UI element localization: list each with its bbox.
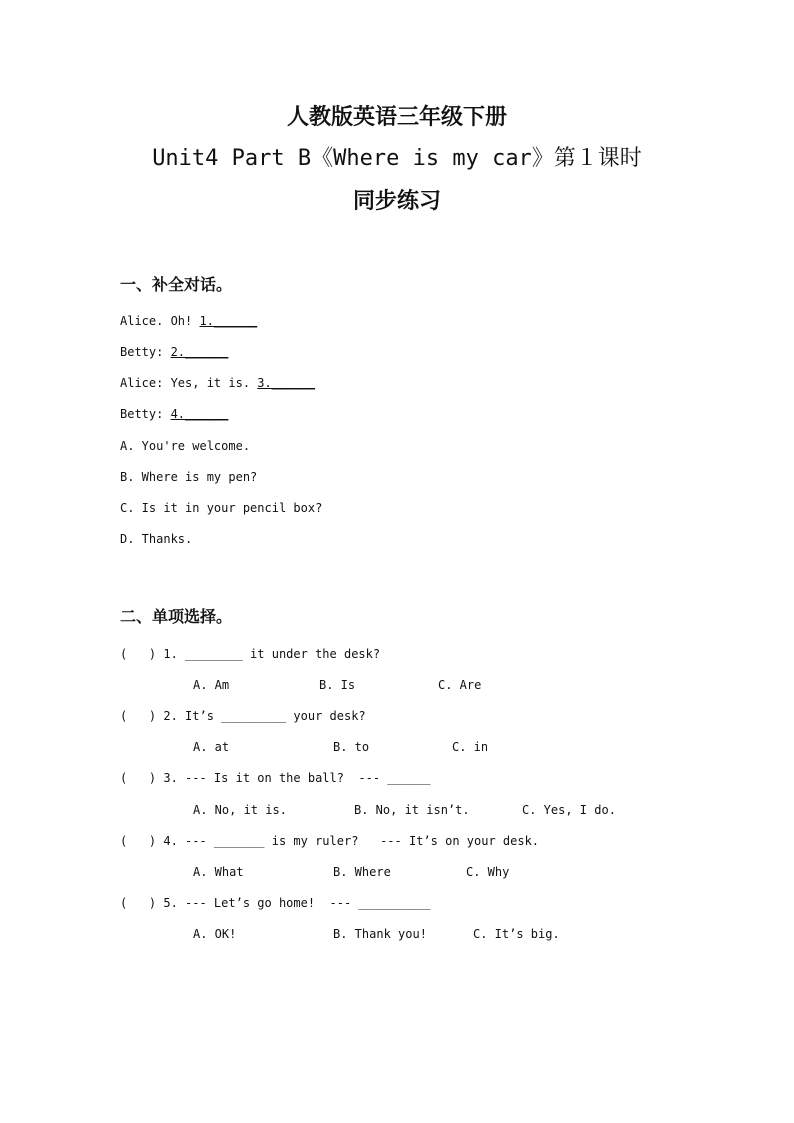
question-stem: ( ) 3. --- Is it on the ball? --- ______ (120, 771, 431, 785)
section2-heading: 二、单项选择。 (120, 607, 233, 626)
answer-option: A. You're welcome. (120, 439, 251, 453)
choice-b: B. Is (319, 678, 356, 692)
dialogue-blank: 3.______ (257, 376, 316, 390)
dialogue-line (120, 406, 228, 422)
choice-c: C. in (452, 740, 489, 754)
question-stem: ( ) 4. --- _______ is my ruler? --- It’s on your desk. (120, 834, 540, 848)
choice-c: C. Yes, I do. (522, 803, 616, 817)
section1-heading: 一、补全对话。 (120, 275, 233, 294)
choice-b: B. No, it isn’t. (354, 803, 470, 817)
dialogue-blank: 2.______ (170, 345, 229, 359)
dialogue-line (120, 344, 228, 360)
dialogue-blank: 4.______ (170, 407, 229, 421)
choice-a: A. Am (193, 678, 230, 692)
choice-a: A. What (193, 865, 244, 879)
choice-c: C. It’s big. (473, 927, 560, 941)
page-title-practice: 同步练习 (352, 188, 441, 214)
page-subtitle: Unit4 Part B《Where is my car》第１课时 (152, 146, 642, 171)
choice-c: C. Are (438, 678, 482, 692)
question-stem: ( ) 5. --- Let’s go home! --- __________ (120, 896, 431, 910)
choice-a: A. OK! (193, 927, 237, 941)
dialogue-line (120, 313, 257, 329)
choice-a: A. No, it is. (193, 803, 287, 817)
choice-b: B. Thank you! (333, 927, 427, 941)
choice-c: C. Why (466, 865, 510, 879)
page-title: 人教版英语三年级下册 (286, 104, 507, 130)
answer-option: B. Where is my pen? (120, 470, 258, 484)
dialogue-blank: 1.______ (199, 314, 258, 328)
choice-a: A. at (193, 740, 230, 754)
question-stem: ( ) 2. It’s _________ your desk? (120, 709, 366, 723)
choice-b: B. to (333, 740, 370, 754)
dialogue-speaker: Betty: (120, 407, 171, 421)
dialogue-speaker: Alice: Yes, it is. (120, 376, 258, 390)
dialogue-speaker: Betty: (120, 345, 171, 359)
dialogue-speaker: Alice. Oh! (120, 314, 200, 328)
question-stem: ( ) 1. ________ it under the desk? (120, 647, 381, 661)
dialogue-line (120, 375, 315, 391)
answer-option: D. Thanks. (120, 532, 193, 546)
choice-b: B. Where (333, 865, 391, 879)
answer-option: C. Is it in your pencil box? (120, 501, 323, 515)
